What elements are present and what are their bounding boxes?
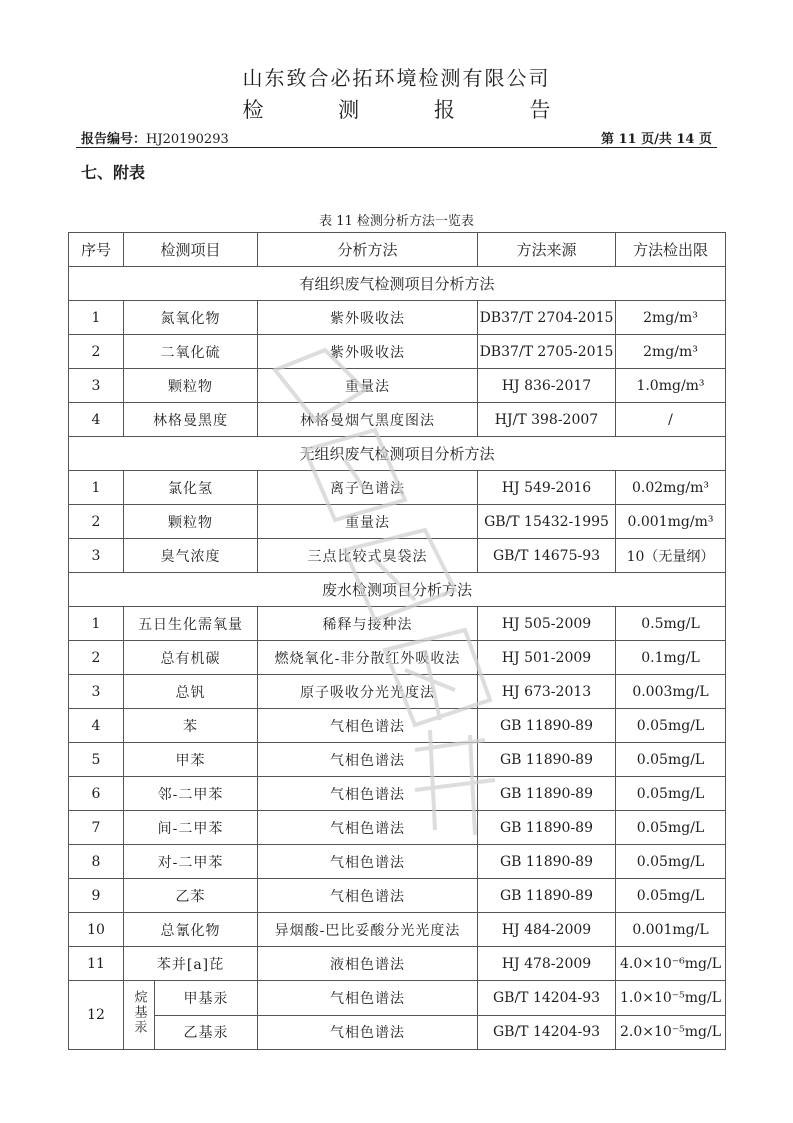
table-row	[69, 947, 726, 981]
group-title: 无组织废气检测项目分析方法	[69, 437, 726, 471]
row-number: 4	[69, 403, 124, 437]
row-item: 邻-二甲苯	[124, 777, 258, 811]
row-method: 气相色谱法	[258, 709, 478, 743]
report-meta	[81, 128, 712, 147]
row-method: 紫外吸收法	[258, 301, 478, 335]
row-limit: 0.02mg/m³	[616, 471, 726, 505]
company-name: 山东致合必拓环境检测有限公司	[242, 66, 551, 90]
row-limit: 1.0×10⁻⁵mg/L	[616, 981, 726, 1016]
row-limit: 0.05mg/L	[616, 743, 726, 777]
group-label-alkylmercury	[124, 981, 155, 1049]
row-source: HJ 478-2009	[478, 947, 616, 981]
row-limit: 0.001mg/m³	[616, 505, 726, 539]
row-number: 1	[69, 471, 124, 505]
table-row	[69, 641, 726, 675]
row-source: HJ 549-2016	[478, 471, 616, 505]
row-item: 总钒	[124, 675, 258, 709]
row-source: DB37/T 2705-2015	[478, 335, 616, 369]
row-limit: 0.5mg/L	[616, 607, 726, 641]
row-limit: 0.1mg/L	[616, 641, 726, 675]
group-label-text: 烷基汞	[131, 990, 147, 1035]
row-number: 1	[69, 301, 124, 335]
row-method: 燃烧氧化-非分散红外吸收法	[258, 641, 478, 675]
row-limit: 4.0×10⁻⁶mg/L	[616, 947, 726, 981]
row-method: 稀释与接种法	[258, 607, 478, 641]
table-caption: 表 11 检测分析方法一览表	[319, 214, 474, 229]
table-row	[69, 743, 726, 777]
row-source: DB37/T 2704-2015	[478, 301, 616, 335]
row-item: 氮氧化物	[124, 301, 258, 335]
row-source: GB/T 14204-93	[478, 1015, 616, 1050]
table-body	[69, 267, 726, 1050]
row-limit: 0.05mg/L	[616, 709, 726, 743]
methods-table	[68, 232, 726, 1050]
row-item: 颗粒物	[124, 505, 258, 539]
section-title: 七、附表	[81, 163, 146, 182]
row-method: 原子吸收分光光度法	[258, 675, 478, 709]
table-row	[69, 811, 726, 845]
row-limit: 2mg/m³	[616, 335, 726, 369]
table-row	[69, 709, 726, 743]
row-method: 气相色谱法	[258, 743, 478, 777]
row-item: 乙苯	[124, 879, 258, 913]
row-method: 紫外吸收法	[258, 335, 478, 369]
row-number: 6	[69, 777, 124, 811]
group-row	[69, 437, 726, 471]
table-row	[69, 845, 726, 879]
row-number: 2	[69, 335, 124, 369]
row-source: GB 11890-89	[478, 743, 616, 777]
row-number: 1	[69, 607, 124, 641]
row-number: 8	[69, 845, 124, 879]
header-rule	[76, 147, 717, 148]
table-row	[69, 301, 726, 335]
row-limit: 0.05mg/L	[616, 777, 726, 811]
col-header-limit: 方法检出限	[616, 233, 726, 267]
group-row	[69, 267, 726, 301]
row-method: 气相色谱法	[258, 777, 478, 811]
row-source: GB/T 14204-93	[478, 981, 616, 1016]
report-number	[81, 128, 229, 147]
row-limit: 2.0×10⁻⁵mg/L	[616, 1015, 726, 1050]
col-header-item: 检测项目	[124, 233, 258, 267]
row-item: 氯化氢	[124, 471, 258, 505]
row-source: HJ 505-2009	[478, 607, 616, 641]
row-source: GB 11890-89	[478, 811, 616, 845]
row-number: 10	[69, 913, 124, 947]
row-item: 颗粒物	[124, 369, 258, 403]
row-method: 气相色谱法	[258, 981, 478, 1016]
row-limit: /	[616, 403, 726, 437]
row-item: 五日生化需氧量	[124, 607, 258, 641]
row-source: GB 11890-89	[478, 777, 616, 811]
row-method: 气相色谱法	[258, 811, 478, 845]
row-number: 3	[69, 539, 124, 573]
sub-item: 甲基汞	[155, 981, 258, 1015]
row-method: 三点比较式臭袋法	[258, 539, 478, 573]
row-item: 间-二甲苯	[124, 811, 258, 845]
col-header-source: 方法来源	[478, 233, 616, 267]
row-limit: 2mg/m³	[616, 301, 726, 335]
row-source: HJ 484-2009	[478, 913, 616, 947]
row-number: 12	[69, 981, 124, 1050]
row-number: 7	[69, 811, 124, 845]
row-method: 气相色谱法	[258, 845, 478, 879]
report-number-value: HJ20190293	[146, 132, 229, 147]
row-method: 林格曼烟气黑度图法	[258, 403, 478, 437]
row-number: 11	[69, 947, 124, 981]
table-row	[69, 879, 726, 913]
col-header-method: 分析方法	[258, 233, 478, 267]
row-source: HJ 673-2013	[478, 675, 616, 709]
row-item: 苯	[124, 709, 258, 743]
table-header-row	[69, 233, 726, 267]
row-item: 臭气浓度	[124, 539, 258, 573]
table-row	[69, 607, 726, 641]
group-row	[69, 573, 726, 607]
row-source: GB/T 15432-1995	[478, 505, 616, 539]
row-item: 二氧化硫	[124, 335, 258, 369]
row-number: 2	[69, 641, 124, 675]
table-row	[69, 403, 726, 437]
row-source: GB 11890-89	[478, 709, 616, 743]
table-row	[69, 471, 726, 505]
table-row	[69, 981, 726, 1016]
row-limit: 1.0mg/m³	[616, 369, 726, 403]
table-row	[69, 913, 726, 947]
row-limit: 0.05mg/L	[616, 845, 726, 879]
row-source: HJ 836-2017	[478, 369, 616, 403]
row-item: 林格曼黑度	[124, 403, 258, 437]
sub-item: 乙基汞	[183, 1025, 229, 1042]
row-item: 总有机碳	[124, 641, 258, 675]
row-number: 5	[69, 743, 124, 777]
row-method: 气相色谱法	[258, 1015, 478, 1050]
group-title: 有组织废气检测项目分析方法	[69, 267, 726, 301]
row-number: 2	[69, 505, 124, 539]
row-source: HJ/T 398-2007	[478, 403, 616, 437]
row-item: 总氰化物	[124, 913, 258, 947]
row-limit: 0.001mg/L	[616, 913, 726, 947]
row-limit: 0.003mg/L	[616, 675, 726, 709]
row-method: 重量法	[258, 369, 478, 403]
table-row	[69, 369, 726, 403]
row-method: 异烟酸-巴比妥酸分光光度法	[258, 913, 478, 947]
page-info: 第 11 页/共 14 页	[600, 132, 712, 147]
row-source: GB 11890-89	[478, 879, 616, 913]
row-item: 甲苯	[124, 743, 258, 777]
row-item-split	[124, 981, 258, 1050]
row-method: 液相色谱法	[258, 947, 478, 981]
table-row	[69, 335, 726, 369]
row-item: 对-二甲苯	[124, 845, 258, 879]
row-source: GB 11890-89	[478, 845, 616, 879]
row-limit: 0.05mg/L	[616, 879, 726, 913]
table-row	[69, 539, 726, 573]
row-source: GB/T 14675-93	[478, 539, 616, 573]
report-number-label: 报告编号：	[81, 132, 147, 147]
row-method: 重量法	[258, 505, 478, 539]
row-number: 3	[69, 675, 124, 709]
row-number: 3	[69, 369, 124, 403]
report-title: 检 测 报 告	[242, 98, 585, 122]
table-row	[69, 505, 726, 539]
row-number: 4	[69, 709, 124, 743]
row-limit: 10（无量纲）	[616, 539, 726, 573]
row-limit: 0.05mg/L	[616, 811, 726, 845]
row-method: 气相色谱法	[258, 879, 478, 913]
col-header-no: 序号	[69, 233, 124, 267]
table-row	[69, 777, 726, 811]
row-item: 苯并[a]芘	[124, 947, 258, 981]
group-title: 废水检测项目分析方法	[69, 573, 726, 607]
table-row	[69, 675, 726, 709]
row-source: HJ 501-2009	[478, 641, 616, 675]
row-number: 9	[69, 879, 124, 913]
row-method: 离子色谱法	[258, 471, 478, 505]
